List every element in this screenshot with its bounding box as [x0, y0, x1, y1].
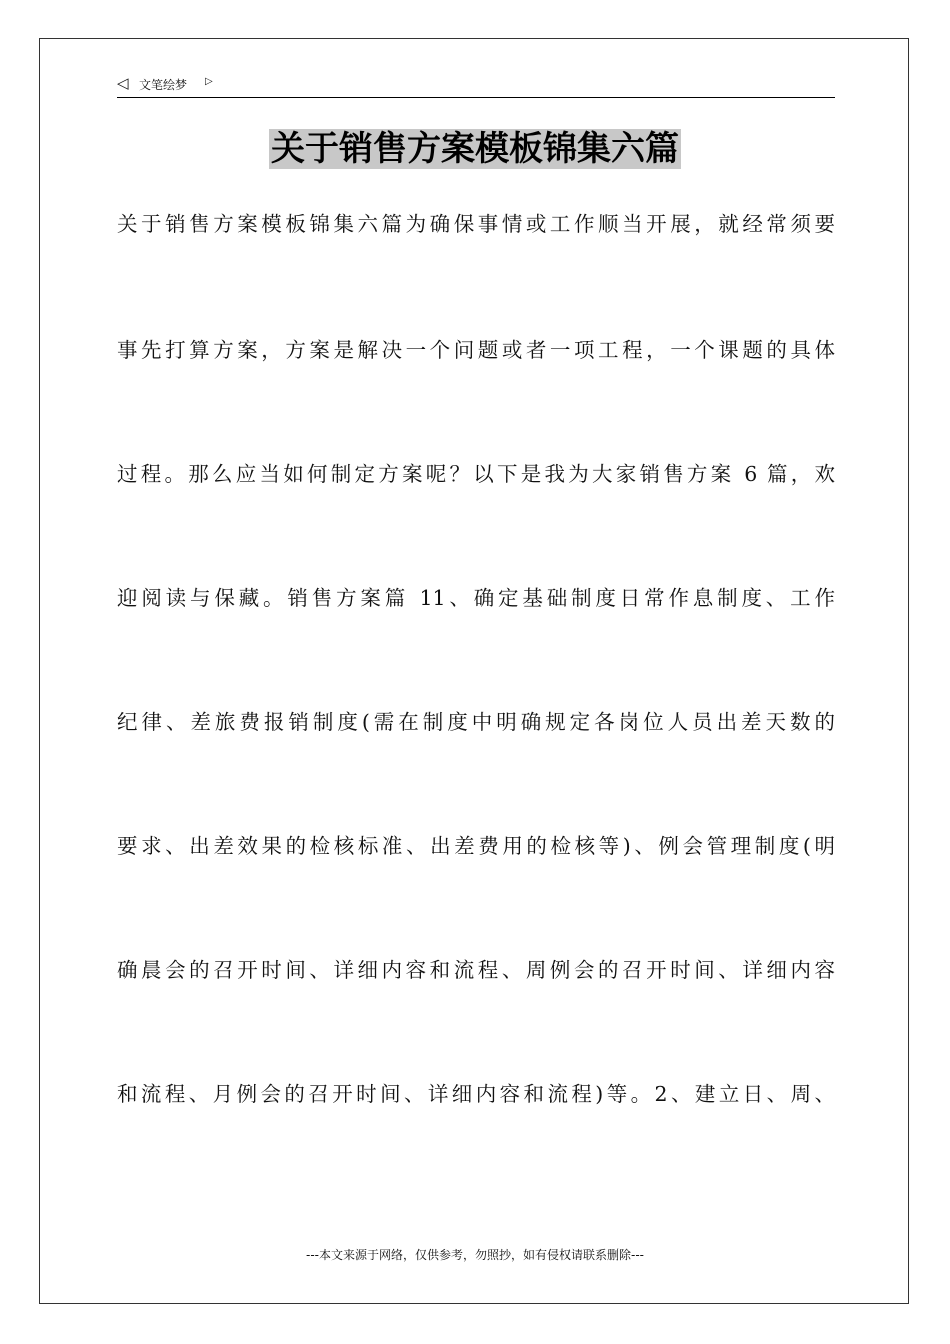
- header-brand: 文笔绘梦: [139, 78, 188, 92]
- body-line: 迎阅读与保藏。销售方案篇 11、确定基础制度日常作息制度、工作: [117, 586, 835, 610]
- body-line: 过程。那么应当如何制定方案呢？以下是我为大家销售方案 6 篇，欢: [117, 462, 835, 486]
- document-title: [0, 127, 950, 171]
- body-line: 关于销售方案模板锦集六篇为确保事情或工作顺当开展，就经常须要: [117, 212, 835, 236]
- body-line: 事先打算方案，方案是解决一个问题或者一项工程，一个课题的具体: [117, 338, 835, 362]
- body-line: 确晨会的召开时间、详细内容和流程、周例会的召开时间、详细内容: [117, 958, 835, 982]
- document-title-text: 关于销售方案模板锦集六篇: [271, 129, 679, 169]
- body-line: 要求、出差效果的检核标准、出差费用的检核等)、例会管理制度(明: [117, 834, 835, 858]
- page-header: [117, 74, 835, 98]
- footer-notice: ---本文来源于网络，仅供参考，勿照抄，如有侵权请联系删除---: [306, 1248, 644, 1262]
- body-line: 和流程、月例会的召开时间、详细内容和流程)等。2、建立日、周、: [117, 1082, 835, 1106]
- triangle-left-icon: ◁: [117, 74, 129, 92]
- triangle-right-icon: ▷: [205, 76, 213, 87]
- body-line: 纪律、差旅费报销制度(需在制度中明确规定各岗位人员出差天数的: [117, 710, 835, 734]
